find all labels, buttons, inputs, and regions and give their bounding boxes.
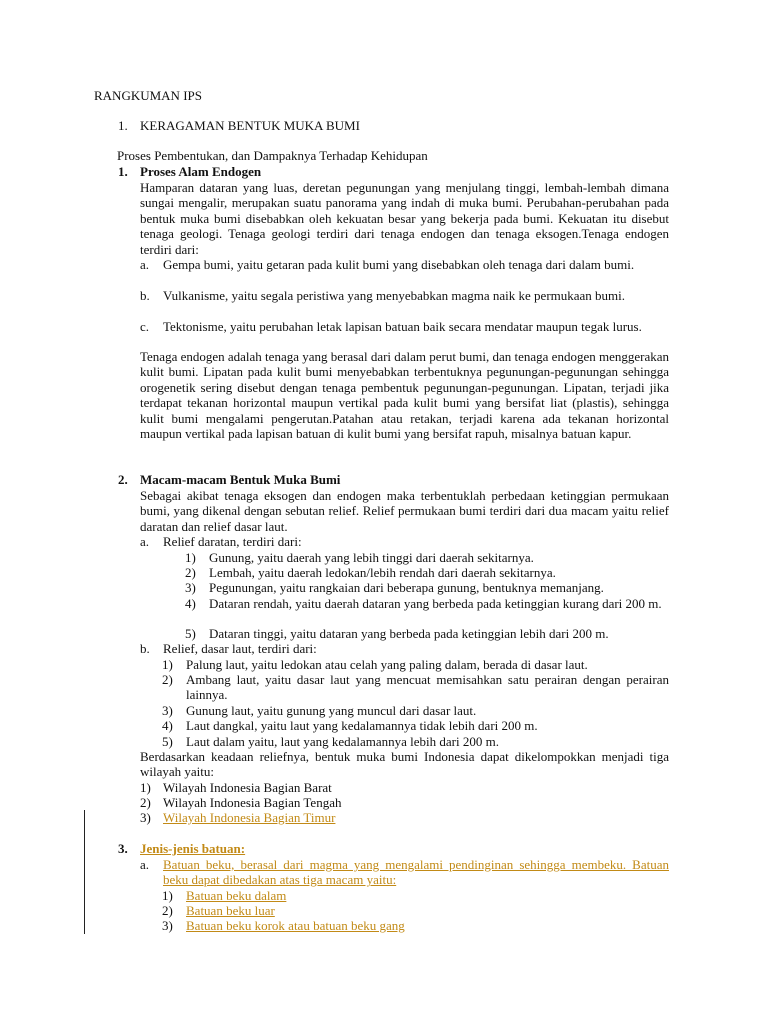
part2-b-text: Relief, dasar laut, terdiri dari: [163, 641, 317, 656]
region-item-1: Wilayah Indonesia Bagian Barat [163, 780, 332, 795]
relief-daratan-label-1: 1) [185, 550, 196, 565]
part1-item-b: Vulkanisme, yaitu segala peristiwa yang menyebabkan magma naik ke permukaan bumi. [163, 288, 626, 303]
section-number: 1. [118, 118, 128, 133]
relief-daratan-item-3: Pegunungan, yaitu rangkaian dari beberapa gunung, bentuknya memanjang. [209, 580, 604, 595]
region-label-2: 2) [140, 795, 151, 810]
part2-closing: Berdasarkan keadaan reliefnya, bentuk muka bumi Indonesia dapat dikelompokkan menjadi tiga wilayah yaitu: [140, 749, 669, 780]
relief-daratan-label-3: 3) [185, 580, 196, 595]
relief-laut-label-5: 5) [162, 734, 173, 749]
batuan-beku-item-1: Batuan beku dalam [186, 888, 287, 903]
part2-b-label: b. [140, 641, 150, 656]
relief-laut-item-2: Ambang laut, yaitu dasar laut yang mencuat memisahkan satu perairan dengan perairan lainnya. [186, 672, 669, 703]
section-title: KERAGAMAN BENTUK MUKA BUMI [140, 118, 360, 133]
part3-a-text: Batuan beku, berasal dari magma yang mengalami pendinginan sehingga membeku. Batuan beku dapat dibedakan atas tiga macam yaitu: [163, 857, 669, 888]
part2-a-text: Relief daratan, terdiri dari: [163, 534, 302, 549]
part2-intro: Sebagai akibat tenaga eksogen dan endogen maka terbentuklah perbedaan ketinggian permukaan bumi, yang dikenal dengan sebutan relief. Relief permukaan bumi terdiri dari dua macam yaitu relief daratan dan relief dasar laut. [140, 488, 669, 534]
part1-intro: Hamparan dataran yang luas, deretan pegunungan yang menjulang tinggi, lembah-lembah dimana sungai mengalir, merupakan suatu panorama yang indah di muka bumi. Perubahan-perubahan pada bentuk muka bumi disebabkan oleh kekuatan besar yang bekerja pada bumi. Kekuatan itu disebut tenaga geologi. Tenaga geologi terdiri dari tenaga endogen dan tenaga eksogen.Tenaga endogen terdiri dari: [140, 180, 669, 257]
batuan-beku-item-2: Batuan beku luar [186, 903, 275, 918]
part1-item-c: Tektonisme, yaitu perubahan letak lapisan batuan baik secara mendatar maupun tegak lurus. [163, 319, 642, 334]
relief-daratan-item-2: Lembah, yaitu daerah ledokan/lebih rendah dari daerah sekitarnya. [209, 565, 556, 580]
part3-number: 3. [118, 841, 128, 856]
relief-daratan-item-1: Gunung, yaitu daerah yang lebih tinggi dari daerah sekitarnya. [209, 550, 534, 565]
relief-daratan-item-5: Dataran tinggi, yaitu dataran yang berbeda pada ketinggian lebih dari 200 m. [209, 626, 609, 641]
relief-daratan-label-4: 4) [185, 596, 196, 611]
relief-daratan-label-5: 5) [185, 626, 196, 641]
region-item-2: Wilayah Indonesia Bagian Tengah [163, 795, 342, 810]
document-title: RANGKUMAN IPS [94, 88, 202, 103]
tracked-change-bar [84, 810, 85, 934]
part1-item-b-label: b. [140, 288, 150, 303]
part1-closing: Tenaga endogen adalah tenaga yang berasal dari dalam perut bumi, dan tenaga endogen menggerakan kulit bumi. Lipatan pada kulit bumi menyebabkan terbentuknya pegunungan-pegunungan sehingga orogenetik sering disebut dengan tenaga pembentuk pegunungan-pegunungan. Lipatan, terjadi jika terdapat tekanan horizontal maupun vertikal pada kulit bumi yang bersifat liat (plastis), sehingga kulit bumi mengalami pengerutan.Patahan atau retakan, terjadi karena ada tekanan horizontal maupun vertikal pada lapisan batuan di kulit bumi yang bersifat rapuh, misalnya batuan kapur. [140, 349, 669, 442]
region-item-3: Wilayah Indonesia Bagian Timur [163, 810, 336, 825]
part2-a-label: a. [140, 534, 150, 549]
batuan-beku-item-3: Batuan beku korok atau batuan beku gang [186, 918, 405, 933]
part1-item-a: Gempa bumi, yaitu getaran pada kulit bumi yang disebabkan oleh tenaga dari dalam bumi. [163, 257, 635, 272]
relief-laut-item-4: Laut dangkal, yaitu laut yang kedalamannya tidak lebih dari 200 m. [186, 718, 538, 733]
part3-a-label: a. [140, 857, 150, 872]
relief-daratan-label-2: 2) [185, 565, 196, 580]
relief-laut-label-3: 3) [162, 703, 173, 718]
batuan-beku-label-1: 1) [162, 888, 173, 903]
part2-heading: Macam-macam Bentuk Muka Bumi [140, 472, 341, 487]
relief-laut-item-5: Laut dalam yaitu, laut yang kedalamannya lebih dari 200 m. [186, 734, 499, 749]
part1-item-a-label: a. [140, 257, 150, 272]
subtitle: Proses Pembentukan, dan Dampaknya Terhadap Kehidupan [117, 148, 428, 163]
batuan-beku-label-3: 3) [162, 918, 173, 933]
relief-laut-label-4: 4) [162, 718, 173, 733]
part3-heading: Jenis-jenis batuan: [140, 841, 246, 856]
relief-daratan-item-4: Dataran rendah, yaitu daerah dataran yang berbeda pada ketinggian kurang dari 200 m. [209, 596, 662, 611]
batuan-beku-label-2: 2) [162, 903, 173, 918]
part1-number: 1. [118, 164, 128, 179]
part1-heading: Proses Alam Endogen [140, 164, 262, 179]
region-label-3: 3) [140, 810, 151, 825]
relief-laut-item-3: Gunung laut, yaitu gunung yang muncul dari dasar laut. [186, 703, 477, 718]
relief-laut-label-1: 1) [162, 657, 173, 672]
relief-laut-item-1: Palung laut, yaitu ledokan atau celah yang paling dalam, berada di dasar laut. [186, 657, 588, 672]
relief-laut-label-2: 2) [162, 672, 173, 687]
part1-item-c-label: c. [140, 319, 150, 334]
region-label-1: 1) [140, 780, 151, 795]
part2-number: 2. [118, 472, 128, 487]
